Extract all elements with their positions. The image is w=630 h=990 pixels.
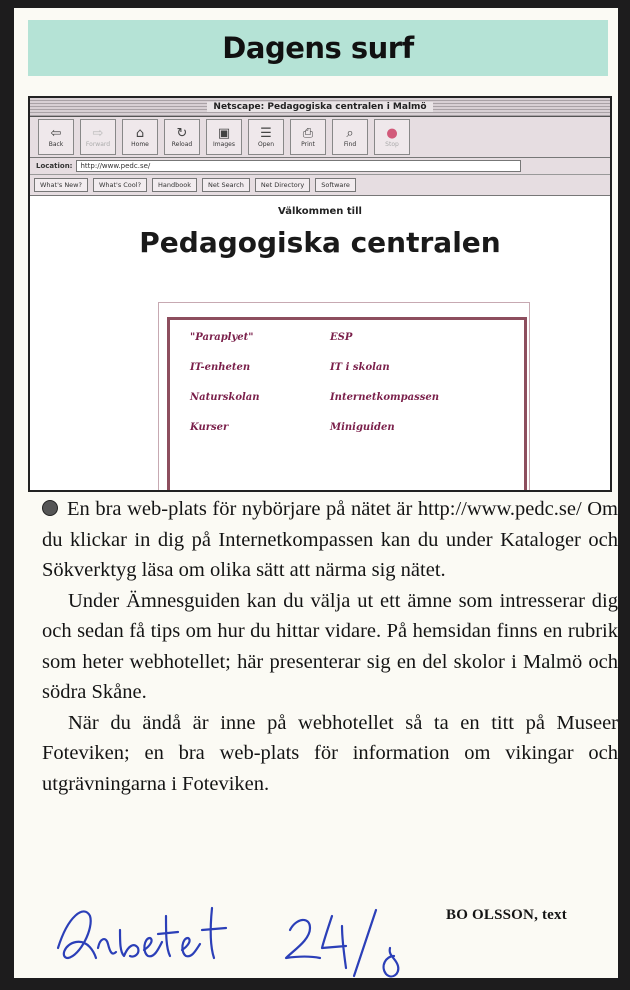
home-button[interactable] xyxy=(122,119,158,155)
location-bar xyxy=(30,158,610,175)
forward-label: Forward xyxy=(85,140,111,148)
stop-label: Stop xyxy=(385,140,399,148)
find-button[interactable] xyxy=(332,119,368,155)
welcome-text: Välkommen till xyxy=(278,206,362,217)
article-paragraph-text: Under Ämnesguiden kan du välja ut ett ämne som intresserar dig och sedan få tips om hur du hittar vidare. På hemsidan finns en rubrik som heter webhotellet; här presenterar sig en del skolor i Malmö och södra Skåne. xyxy=(42,589,618,703)
menu-link-it-i-skolan[interactable]: IT i skolan xyxy=(330,362,390,373)
menu-link-naturskolan[interactable]: Naturskolan xyxy=(190,392,260,403)
article-paragraph xyxy=(42,494,618,586)
web-page-content xyxy=(30,196,610,472)
location-label: Location: xyxy=(36,162,73,170)
net-search-button[interactable]: Net Search xyxy=(202,178,250,192)
column-header xyxy=(28,20,608,76)
images-icon: ▣ xyxy=(217,125,231,141)
article-paragraph-text: En bra web-plats för nybörjare på nätet är http://www.pedc.se/ Om du klickar in dig på Internetkompassen kan du under Kataloger och Sökverktyg läsa om olika sätt att närma sig nätet. xyxy=(42,498,618,581)
byline: BO OLSSON, text xyxy=(446,907,567,923)
menu-link-kurser[interactable]: Kurser xyxy=(190,422,229,433)
open-icon: ☰ xyxy=(260,125,272,141)
menu-link-internetkompassen[interactable]: Internetkompassen xyxy=(330,392,439,403)
open-label: Open xyxy=(257,140,275,148)
menu-link-miniguiden[interactable]: Miniguiden xyxy=(330,422,395,433)
find-icon: ⌕ xyxy=(346,125,354,141)
forward-arrow-icon: ⇨ xyxy=(92,125,104,141)
reload-icon: ↻ xyxy=(176,125,188,141)
print-icon: ⎙ xyxy=(302,125,314,141)
print-button[interactable] xyxy=(290,119,326,155)
software-button[interactable]: Software xyxy=(315,178,356,192)
site-menu-frame xyxy=(167,317,527,492)
browser-window-title: Netscape: Pedagogiska centralen i Malmö xyxy=(207,102,432,112)
reload-button[interactable] xyxy=(164,119,200,155)
browser-titlebar xyxy=(30,98,610,117)
images-label: Images xyxy=(213,140,235,148)
menu-link-it-enheten[interactable]: IT-enheten xyxy=(190,362,251,373)
article-paragraph-text: När du ändå är inne på webhotellet så ta en titt på Museer Foteviken; en bra web-plats för information om vikingar och utgrävningarna i Foteviken. xyxy=(42,711,618,795)
reload-label: Reload xyxy=(171,140,193,148)
directory-bar xyxy=(30,175,610,196)
whats-new-button[interactable]: What's New? xyxy=(34,178,88,192)
site-title: Pedagogiska centralen xyxy=(139,226,501,259)
column-title: Dagens surf xyxy=(222,31,414,65)
back-arrow-icon: ⇦ xyxy=(50,125,62,141)
print-label: Print xyxy=(301,140,315,148)
menu-link-esp[interactable]: ESP xyxy=(330,332,353,343)
home-icon: ⌂ xyxy=(135,125,145,141)
browser-screenshot xyxy=(28,96,612,492)
bullet-icon xyxy=(42,500,58,516)
browser-toolbar xyxy=(30,117,610,158)
location-input[interactable]: http://www.pedc.se/ xyxy=(76,160,521,172)
open-button[interactable] xyxy=(248,119,284,155)
forward-button[interactable] xyxy=(80,119,116,155)
stop-icon: ● xyxy=(386,125,398,141)
article-body xyxy=(42,494,618,799)
handwritten-note xyxy=(54,886,434,986)
back-button[interactable] xyxy=(38,119,74,155)
images-button[interactable] xyxy=(206,119,242,155)
find-label: Find xyxy=(343,140,357,148)
home-label: Home xyxy=(131,140,149,148)
newspaper-clipping xyxy=(14,8,618,978)
stop-button[interactable] xyxy=(374,119,410,155)
article-paragraph xyxy=(42,586,618,708)
article-paragraph xyxy=(42,708,618,800)
whats-cool-button[interactable]: What's Cool? xyxy=(93,178,147,192)
handbook-button[interactable]: Handbook xyxy=(152,178,197,192)
site-menu xyxy=(158,302,530,492)
net-directory-button[interactable]: Net Directory xyxy=(255,178,310,192)
menu-link-paraplyet[interactable]: "Paraplyet" xyxy=(190,332,254,343)
back-label: Back xyxy=(48,140,64,148)
